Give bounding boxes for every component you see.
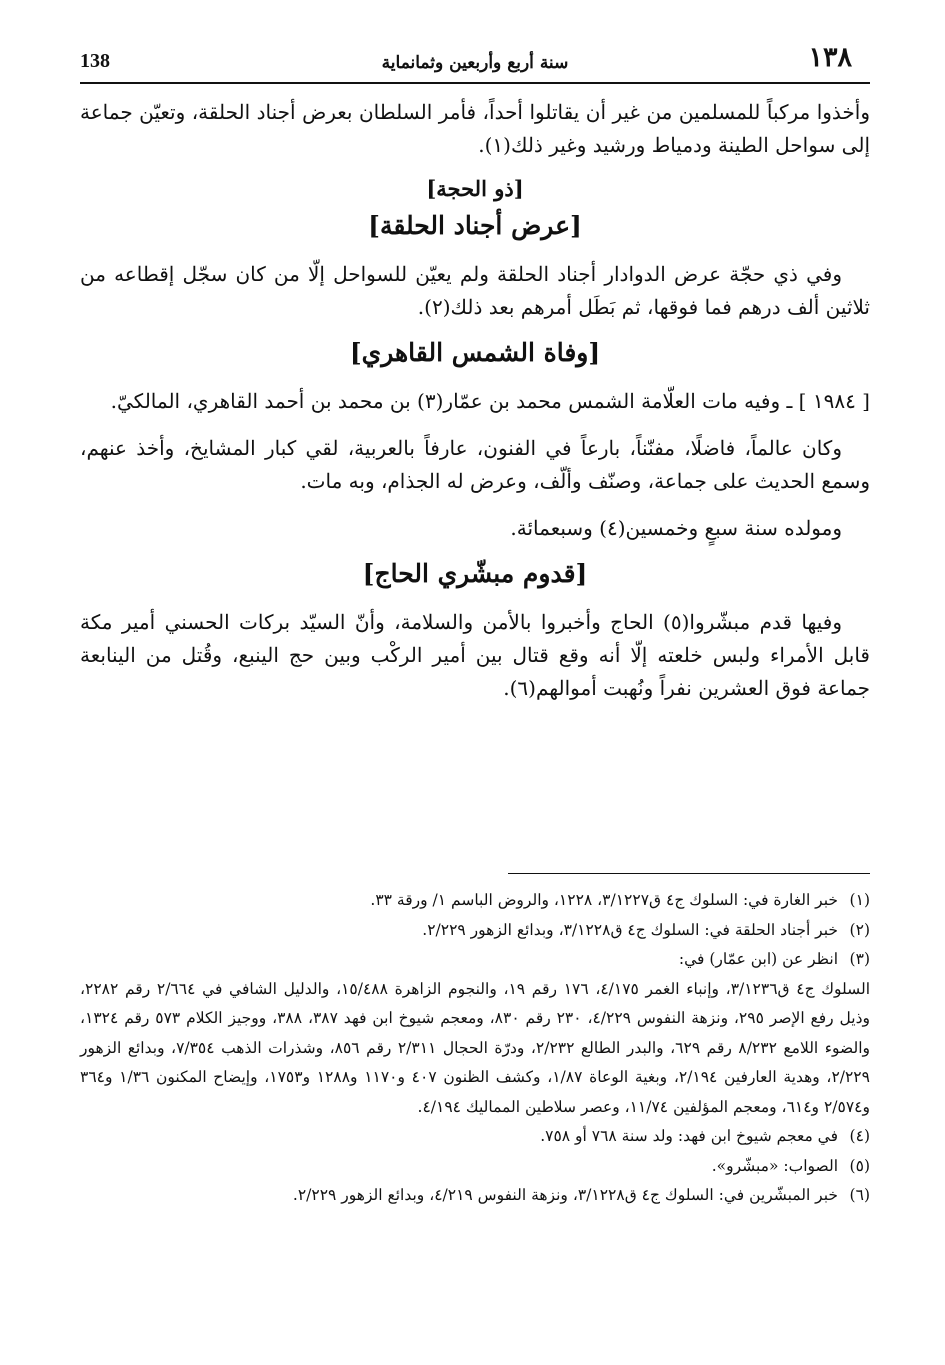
footnote-text: خبر أجناد الحلقة في: السلوك ج٤ ق٣/١٢٢٨، وبدائع الزهور ٢/٢٢٩. (422, 920, 838, 939)
section-heading-death: [وفاة الشمس القاهري] (349, 338, 601, 367)
footnote-number: (٢) (849, 920, 870, 939)
footnote-2 (80, 916, 870, 946)
footnotes (80, 886, 870, 1211)
main-text (80, 96, 870, 719)
footnote-text: الصواب: «مبشّرو». (711, 1156, 838, 1175)
section-heading-review-troops: [عرض أجناد الحلقة] (368, 211, 582, 240)
paragraph-1: وأخذوا مركباً للمسلمين من غير أن يقاتلوا أحداً، فأمر السلطان بعرض أجناد الحلقة، وتعيّن جماعة إلى سواحل الطينة ودمياط ورشيد وغير ذلك(١). (80, 100, 870, 157)
footnote-4 (80, 1122, 870, 1152)
section-heading-month: [ذو الحجة] (426, 176, 524, 201)
footnote-5 (80, 1152, 870, 1182)
footnote-text: في معجم شيوخ ابن فهد: ولد سنة ٧٦٨ أو ٧٥٨. (540, 1127, 838, 1145)
paragraph-2: وفي ذي حجّة عرض الدوادار أجناد الحلقة ولم يعيّن للسواحل إلّا من كان سجّل إقطاعه من ثلاثين ألف درهم فما فوقها، ثم بَطَل أمرهم بعد ذلك(٢). (80, 262, 870, 319)
footnote-1 (80, 886, 870, 916)
page-header (80, 36, 870, 84)
page-number-latin: 138 (80, 50, 110, 72)
section-heading-pilgrims: [قدوم مبشّري الحاج] (362, 559, 588, 588)
footnote-number: (٣) (849, 950, 870, 968)
footnote-number: (٥) (849, 1156, 870, 1175)
page-number-arabic: ١٣٨ (808, 42, 852, 73)
paragraph-6: وفيها قدم مبشّروا(٥) الحاج وأخبروا بالأمن والسلامة، وأنّ السيّد بركات الحسني أمير مكة قابل الأمراء ولبس خلعته إلّا أنه وقع قتال بين أمير الركْب وبين حج الينبع، وقُتل من الينابعة جماعة فوق العشرين نفراً ونُهبت أموالهم(٦). (80, 610, 870, 700)
footnote-3-references: السلوك ج٤ ق٣/١٢٣٦، وإنباء الغمر ٤/١٧٥، ١٧٦ رقم ١٩، والنجوم الزاهرة ١٥/٤٨٨، والدليل الشافي في ٢/٦٦٤ رقم ٢٢٨٢، وذيل رفع الإصر ٢٩٥، ونزهة النفوس ٤/٢٢٩، ٢٣٠ رقم ٨٣٠، ومعجم شيوخ ابن فهد ٣٨٧، ٣٨٨، ووجيز الكلام ٥٧٣ رقم ١٣٢٤، والضوء اللامع ٨/٢٣٢ رقم ٦٢٩، والبدر الطالع ٢/٢٣٢، ودرّة الحجال ٢/٣١١ رقم ٨٥٦، وشذرات الذهب ٧/٣٥٤، وبدائع الزهور ٢/٢٢٩، وهدية العارفين ٢/١٩٤، وبغية الوعاة ١/٨٧، وكشف الظنون ٤٠٧ و١١٧٠ و١٢٨٨ و١٧٥٣، وإيضاح المكنون ١/٣٦ و٣٦٤ و٢/٥٧٤ و٦١٤، ومعجم المؤلفين ١١/٧٤، وعصر سلاطين المماليك ٤/١٩٤. (80, 979, 870, 1116)
paragraph-4: وكان عالماً، فاضلًا، مفنّناً، بارعاً في الفنون، عارفاً بالعربية، لقي كبار المشايخ، وأخذ عنهم، وسمع الحديث على جماعة، وصنّف وألّف، وعرض له الجذام، وبه مات. (80, 436, 870, 493)
paragraph-5: ومولده سنة سبعٍ وخمسين(٤) وسبعمائة. (510, 516, 842, 540)
running-title: سنة أربع وأربعين وثمانماية (381, 53, 569, 73)
footnote-text: خبر المبشّرين في: السلوك ج٤ ق٣/١٢٢٨، ونزهة النفوس ٤/٢١٩، وبدائع الزهور ٢/٢٢٩. (292, 1186, 838, 1204)
footnote-number: (٦) (849, 1186, 870, 1204)
footnote-6 (80, 1181, 870, 1211)
paragraph-3: [ ١٩٨٤ ] ـ وفيه مات العلّامة الشمس محمد بن عمّار(٣) بن محمد بن أحمد القاهري، المالكيّ. (110, 389, 870, 413)
footnote-number: (١) (849, 891, 870, 909)
footnote-text: انظر عن (ابن عمّار) في: (678, 950, 838, 968)
footnote-3 (80, 945, 870, 975)
footnote-divider (508, 873, 870, 874)
footnote-text: خبر الغارة في: السلوك ج٤ ق٣/١٢٢٧، ١٢٢٨، والروض الباسم ١/ ورقة ٣٣. (370, 891, 838, 909)
footnote-number: (٤) (849, 1127, 870, 1145)
